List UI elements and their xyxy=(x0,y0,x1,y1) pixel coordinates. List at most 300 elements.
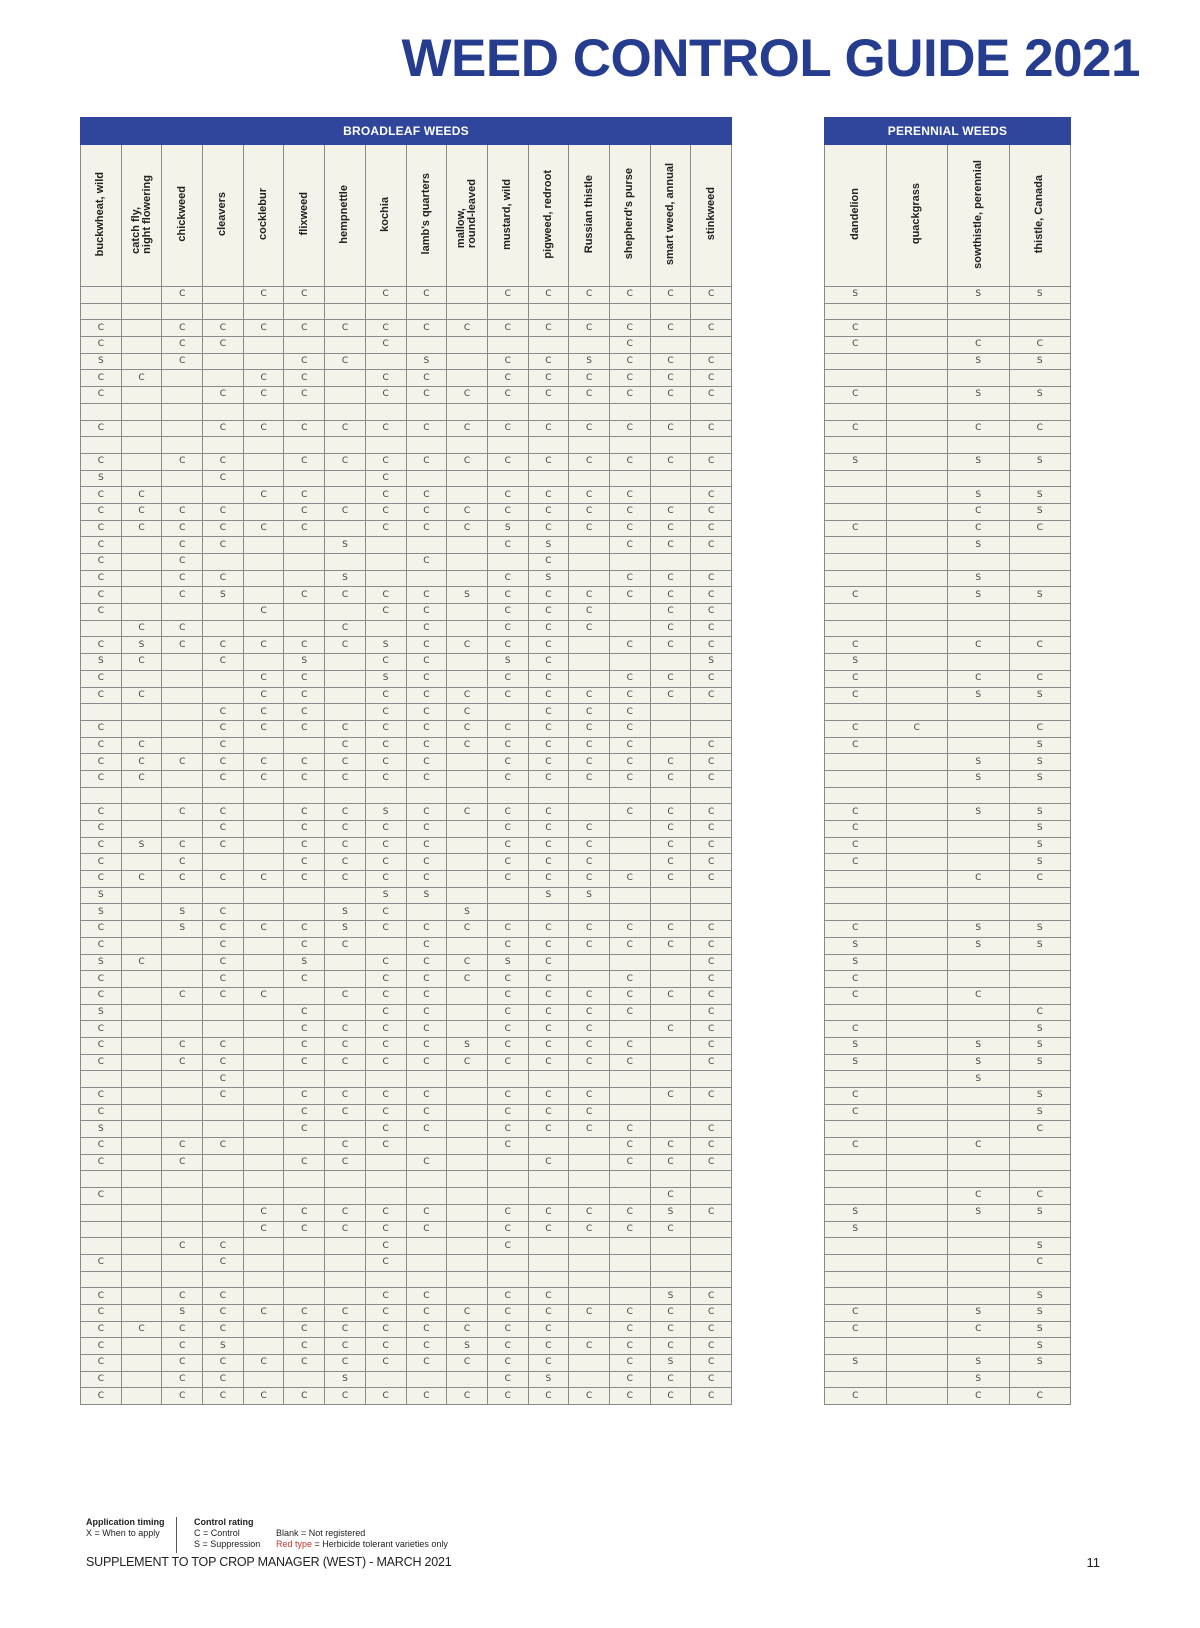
rating-cell: C xyxy=(1009,1188,1071,1205)
rating-cell: S xyxy=(948,387,1010,404)
rating-cell xyxy=(243,1138,284,1155)
rating-cell: C xyxy=(284,503,325,520)
table-row xyxy=(81,704,732,721)
rating-cell: C xyxy=(81,1021,122,1038)
rating-cell: C xyxy=(487,837,528,854)
rating-cell: C xyxy=(406,604,447,621)
rating-cell: S xyxy=(81,654,122,671)
rating-cell xyxy=(447,1004,488,1021)
rating-cell: C xyxy=(203,520,244,537)
rating-cell: C xyxy=(365,487,406,504)
rating-cell: C xyxy=(487,537,528,554)
table-row xyxy=(81,1388,732,1405)
rating-cell: C xyxy=(528,987,569,1004)
rating-cell xyxy=(886,1138,948,1155)
rating-cell xyxy=(284,1188,325,1205)
rating-cell: S xyxy=(487,654,528,671)
rating-cell: S xyxy=(121,837,162,854)
rating-cell xyxy=(948,704,1010,721)
rating-cell xyxy=(325,670,366,687)
rating-cell: C xyxy=(569,704,610,721)
rating-cell: C xyxy=(447,1388,488,1405)
rating-cell xyxy=(650,737,691,754)
rating-cell xyxy=(447,604,488,621)
rating-cell: C xyxy=(528,754,569,771)
rating-cell xyxy=(691,787,732,804)
rating-cell: C xyxy=(487,620,528,637)
rating-cell xyxy=(203,1004,244,1021)
column-header xyxy=(406,145,447,287)
rating-cell: S xyxy=(1009,1037,1071,1054)
rating-cell: C xyxy=(447,637,488,654)
rating-cell: C xyxy=(243,637,284,654)
rating-cell: C xyxy=(528,1054,569,1071)
rating-cell: C xyxy=(650,1221,691,1238)
rating-cell xyxy=(650,887,691,904)
rating-cell: C xyxy=(825,420,887,437)
rating-cell xyxy=(948,904,1010,921)
rating-cell xyxy=(325,1238,366,1255)
rating-cell xyxy=(886,770,948,787)
rating-cell: C xyxy=(691,987,732,1004)
rating-cell xyxy=(121,1288,162,1305)
table-row xyxy=(825,770,1071,787)
rating-cell: C xyxy=(691,1338,732,1355)
rating-cell: C xyxy=(325,1321,366,1338)
rating-cell xyxy=(569,1171,610,1188)
table-row xyxy=(825,1171,1071,1188)
rating-cell xyxy=(203,1188,244,1205)
column-header-label: shepherd's purse xyxy=(623,168,636,260)
rating-cell: C xyxy=(203,804,244,821)
rating-cell xyxy=(162,1021,203,1038)
rating-cell xyxy=(825,353,887,370)
rating-cell: C xyxy=(284,637,325,654)
rating-cell: C xyxy=(81,320,122,337)
rating-cell: C xyxy=(569,821,610,838)
table-row xyxy=(81,470,732,487)
rating-cell xyxy=(447,570,488,587)
rating-cell xyxy=(569,637,610,654)
rating-cell xyxy=(886,921,948,938)
rating-cell: C xyxy=(284,287,325,304)
table-row xyxy=(81,937,732,954)
table-row xyxy=(825,1221,1071,1238)
rating-cell xyxy=(121,1121,162,1138)
rating-cell: S xyxy=(284,654,325,671)
rating-cell: C xyxy=(81,937,122,954)
rating-cell xyxy=(825,554,887,571)
rating-cell: C xyxy=(569,1304,610,1321)
column-header-label: quackgrass xyxy=(910,183,923,245)
table-row xyxy=(825,887,1071,904)
rating-cell: C xyxy=(243,754,284,771)
rating-cell: C xyxy=(609,337,650,354)
rating-cell: C xyxy=(528,420,569,437)
rating-cell xyxy=(886,737,948,754)
rating-cell xyxy=(948,1254,1010,1271)
rating-cell xyxy=(447,470,488,487)
table-row xyxy=(81,520,732,537)
column-header-label: dandelion xyxy=(848,188,861,240)
rating-cell xyxy=(691,1104,732,1121)
rating-cell: C xyxy=(406,1338,447,1355)
rating-cell xyxy=(203,1121,244,1138)
rating-cell: C xyxy=(569,487,610,504)
rating-cell: C xyxy=(284,520,325,537)
rating-cell: C xyxy=(406,1321,447,1338)
rating-cell xyxy=(447,620,488,637)
rating-cell: C xyxy=(691,1021,732,1038)
column-header xyxy=(609,145,650,287)
rating-cell xyxy=(203,620,244,637)
rating-cell xyxy=(886,687,948,704)
rating-cell: C xyxy=(691,1154,732,1171)
rating-cell: C xyxy=(1009,670,1071,687)
rating-cell xyxy=(825,1238,887,1255)
rating-cell xyxy=(1009,470,1071,487)
rating-cell xyxy=(121,1254,162,1271)
legend-rating xyxy=(194,1517,274,1550)
rating-cell xyxy=(447,1171,488,1188)
rating-cell: C xyxy=(121,370,162,387)
rating-cell: C xyxy=(325,837,366,854)
rating-cell: C xyxy=(203,1138,244,1155)
rating-cell: C xyxy=(325,821,366,838)
table-row xyxy=(825,1121,1071,1138)
rating-cell: C xyxy=(203,1355,244,1372)
rating-cell xyxy=(81,1204,122,1221)
table-row xyxy=(825,1071,1071,1088)
rating-cell: S xyxy=(1009,921,1071,938)
rating-cell: C xyxy=(325,420,366,437)
rating-cell xyxy=(162,403,203,420)
rating-cell: C xyxy=(528,704,569,721)
rating-cell: C xyxy=(406,1154,447,1171)
rating-cell: C xyxy=(284,1154,325,1171)
table-row xyxy=(81,787,732,804)
rating-cell: C xyxy=(528,637,569,654)
rating-cell xyxy=(691,403,732,420)
rating-cell xyxy=(886,320,948,337)
rating-cell xyxy=(569,1371,610,1388)
rating-cell: S xyxy=(825,1204,887,1221)
rating-cell: S xyxy=(650,1355,691,1372)
rating-cell xyxy=(825,1371,887,1388)
rating-cell: C xyxy=(365,1304,406,1321)
rating-cell: C xyxy=(284,370,325,387)
table-row xyxy=(81,1071,732,1088)
rating-cell: C xyxy=(284,487,325,504)
rating-cell xyxy=(1009,787,1071,804)
rating-cell: C xyxy=(365,337,406,354)
rating-cell xyxy=(569,971,610,988)
rating-cell: C xyxy=(650,804,691,821)
rating-cell xyxy=(1009,954,1071,971)
rating-cell xyxy=(162,437,203,454)
rating-cell xyxy=(447,303,488,320)
rating-cell: C xyxy=(365,503,406,520)
rating-cell: C xyxy=(203,1071,244,1088)
rating-cell xyxy=(886,971,948,988)
rating-cell: C xyxy=(1009,520,1071,537)
rating-cell: C xyxy=(691,971,732,988)
rating-cell: C xyxy=(162,1321,203,1338)
rating-cell xyxy=(650,403,691,420)
rating-cell: S xyxy=(1009,1021,1071,1038)
rating-cell: C xyxy=(1009,1004,1071,1021)
rating-cell: C xyxy=(650,453,691,470)
rating-cell xyxy=(886,1121,948,1138)
rating-cell: C xyxy=(81,420,122,437)
rating-cell xyxy=(487,1154,528,1171)
rating-cell xyxy=(81,620,122,637)
table-row xyxy=(81,1371,732,1388)
rating-cell: C xyxy=(691,353,732,370)
rating-cell: C xyxy=(650,370,691,387)
rating-cell: C xyxy=(365,520,406,537)
legend-red-type: Red type xyxy=(276,1539,313,1549)
rating-cell: C xyxy=(162,1138,203,1155)
rating-cell: C xyxy=(406,854,447,871)
rating-cell: C xyxy=(948,871,1010,888)
rating-cell xyxy=(81,437,122,454)
rating-cell xyxy=(284,1254,325,1271)
rating-cell xyxy=(121,1355,162,1372)
rating-cell: C xyxy=(609,453,650,470)
rating-cell xyxy=(406,1254,447,1271)
rating-cell xyxy=(243,1238,284,1255)
rating-cell: C xyxy=(203,1371,244,1388)
rating-cell: S xyxy=(825,453,887,470)
rating-cell xyxy=(284,537,325,554)
rating-cell xyxy=(121,353,162,370)
rating-cell: C xyxy=(81,720,122,737)
rating-cell: C xyxy=(650,837,691,854)
rating-cell xyxy=(243,587,284,604)
rating-cell: C xyxy=(406,1355,447,1372)
rating-cell: C xyxy=(81,1288,122,1305)
rating-cell: C xyxy=(487,1321,528,1338)
rating-cell xyxy=(121,1388,162,1405)
rating-cell: C xyxy=(650,854,691,871)
rating-cell xyxy=(203,604,244,621)
rating-cell: C xyxy=(243,770,284,787)
table-row xyxy=(81,754,732,771)
rating-cell: C xyxy=(650,604,691,621)
rating-cell xyxy=(886,1071,948,1088)
rating-cell: C xyxy=(406,770,447,787)
rating-cell: C xyxy=(162,287,203,304)
rating-cell: C xyxy=(365,654,406,671)
table-row xyxy=(825,370,1071,387)
rating-cell: C xyxy=(528,1221,569,1238)
rating-cell xyxy=(886,387,948,404)
rating-cell: C xyxy=(203,1088,244,1105)
rating-cell xyxy=(569,1254,610,1271)
rating-cell: C xyxy=(487,1238,528,1255)
rating-cell xyxy=(886,487,948,504)
rating-cell: S xyxy=(162,1304,203,1321)
table-row xyxy=(81,570,732,587)
rating-cell xyxy=(284,1371,325,1388)
rating-cell: C xyxy=(243,320,284,337)
rating-cell: S xyxy=(1009,770,1071,787)
rating-cell: C xyxy=(1009,720,1071,737)
rating-cell xyxy=(609,954,650,971)
rating-cell xyxy=(325,787,366,804)
rating-cell xyxy=(886,954,948,971)
rating-cell xyxy=(243,620,284,637)
rating-cell xyxy=(162,470,203,487)
rating-cell xyxy=(1009,1271,1071,1288)
rating-cell xyxy=(121,1054,162,1071)
rating-cell: C xyxy=(365,954,406,971)
rating-cell xyxy=(948,720,1010,737)
rating-cell xyxy=(365,403,406,420)
rating-cell xyxy=(886,1355,948,1372)
rating-cell xyxy=(650,1271,691,1288)
table-row xyxy=(825,654,1071,671)
rating-cell: C xyxy=(487,1288,528,1305)
rating-cell xyxy=(121,1037,162,1054)
table-row xyxy=(81,587,732,604)
rating-cell: C xyxy=(569,770,610,787)
rating-cell xyxy=(886,1238,948,1255)
rating-cell: C xyxy=(609,537,650,554)
table-row xyxy=(81,637,732,654)
rating-cell: C xyxy=(487,987,528,1004)
rating-cell xyxy=(948,604,1010,621)
rating-cell: C xyxy=(121,503,162,520)
rating-cell: C xyxy=(948,420,1010,437)
rating-cell xyxy=(162,1104,203,1121)
rating-cell: C xyxy=(203,871,244,888)
rating-cell xyxy=(650,954,691,971)
rating-cell: C xyxy=(406,804,447,821)
rating-cell xyxy=(886,987,948,1004)
rating-cell xyxy=(650,337,691,354)
rating-cell: C xyxy=(569,937,610,954)
rating-cell: C xyxy=(528,654,569,671)
rating-cell xyxy=(825,437,887,454)
rating-cell: S xyxy=(365,887,406,904)
rating-cell: C xyxy=(365,470,406,487)
table-row xyxy=(81,303,732,320)
rating-cell: C xyxy=(609,1355,650,1372)
rating-cell xyxy=(365,1154,406,1171)
rating-cell: C xyxy=(528,954,569,971)
rating-cell xyxy=(886,1221,948,1238)
rating-cell xyxy=(203,687,244,704)
rating-cell: C xyxy=(691,1355,732,1372)
rating-cell: C xyxy=(691,487,732,504)
rating-cell: C xyxy=(284,1204,325,1221)
rating-cell xyxy=(284,1071,325,1088)
rating-cell: C xyxy=(365,904,406,921)
rating-cell: C xyxy=(121,871,162,888)
rating-cell: S xyxy=(1009,353,1071,370)
table-row xyxy=(81,1304,732,1321)
rating-cell: C xyxy=(569,1388,610,1405)
rating-cell xyxy=(284,620,325,637)
rating-cell xyxy=(487,1188,528,1205)
table-row xyxy=(81,604,732,621)
rating-cell: C xyxy=(162,637,203,654)
rating-cell xyxy=(243,904,284,921)
rating-cell xyxy=(569,537,610,554)
table-row xyxy=(825,1004,1071,1021)
rating-cell xyxy=(948,1288,1010,1305)
rating-cell xyxy=(81,303,122,320)
rating-cell: C xyxy=(284,320,325,337)
rating-cell: C xyxy=(284,1004,325,1021)
rating-cell: C xyxy=(487,420,528,437)
rating-cell: C xyxy=(487,570,528,587)
rating-cell: C xyxy=(691,520,732,537)
rating-cell xyxy=(325,487,366,504)
table-row xyxy=(81,487,732,504)
rating-cell xyxy=(162,1071,203,1088)
table-row xyxy=(825,754,1071,771)
rating-cell: C xyxy=(487,1004,528,1021)
rating-cell: C xyxy=(81,770,122,787)
rating-cell xyxy=(886,1054,948,1071)
column-header xyxy=(162,145,203,287)
rating-cell: C xyxy=(528,971,569,988)
rating-cell: C xyxy=(487,921,528,938)
rating-cell xyxy=(121,1104,162,1121)
rating-cell xyxy=(447,754,488,771)
rating-cell: C xyxy=(487,1371,528,1388)
rating-cell: C xyxy=(528,353,569,370)
column-header-label: cocklebur xyxy=(257,188,270,240)
rating-cell: S xyxy=(1009,1088,1071,1105)
rating-cell: C xyxy=(825,1138,887,1155)
rating-cell: S xyxy=(948,770,1010,787)
rating-cell xyxy=(203,1204,244,1221)
rating-cell xyxy=(325,1071,366,1088)
rating-cell: C xyxy=(569,587,610,604)
rating-cell: C xyxy=(81,1154,122,1171)
rating-cell: S xyxy=(365,670,406,687)
rating-cell: C xyxy=(569,1088,610,1105)
table-row xyxy=(81,804,732,821)
rating-cell xyxy=(650,437,691,454)
rating-cell: C xyxy=(609,670,650,687)
rating-cell xyxy=(609,1271,650,1288)
rating-cell xyxy=(121,670,162,687)
rating-cell xyxy=(948,654,1010,671)
rating-cell: C xyxy=(243,704,284,721)
rating-cell xyxy=(243,971,284,988)
rating-cell: C xyxy=(650,637,691,654)
table-row xyxy=(825,1154,1071,1171)
rating-cell: S xyxy=(325,570,366,587)
rating-cell xyxy=(406,1238,447,1255)
rating-cell xyxy=(243,570,284,587)
rating-cell: C xyxy=(609,1054,650,1071)
rating-cell: C xyxy=(691,1121,732,1138)
rating-cell: C xyxy=(487,1037,528,1054)
rating-cell xyxy=(886,604,948,621)
rating-cell: C xyxy=(609,1121,650,1138)
rating-cell: C xyxy=(325,320,366,337)
column-header-label: pigweed, redroot xyxy=(541,169,554,259)
rating-cell: C xyxy=(447,704,488,721)
rating-cell xyxy=(528,470,569,487)
rating-cell: C xyxy=(447,971,488,988)
